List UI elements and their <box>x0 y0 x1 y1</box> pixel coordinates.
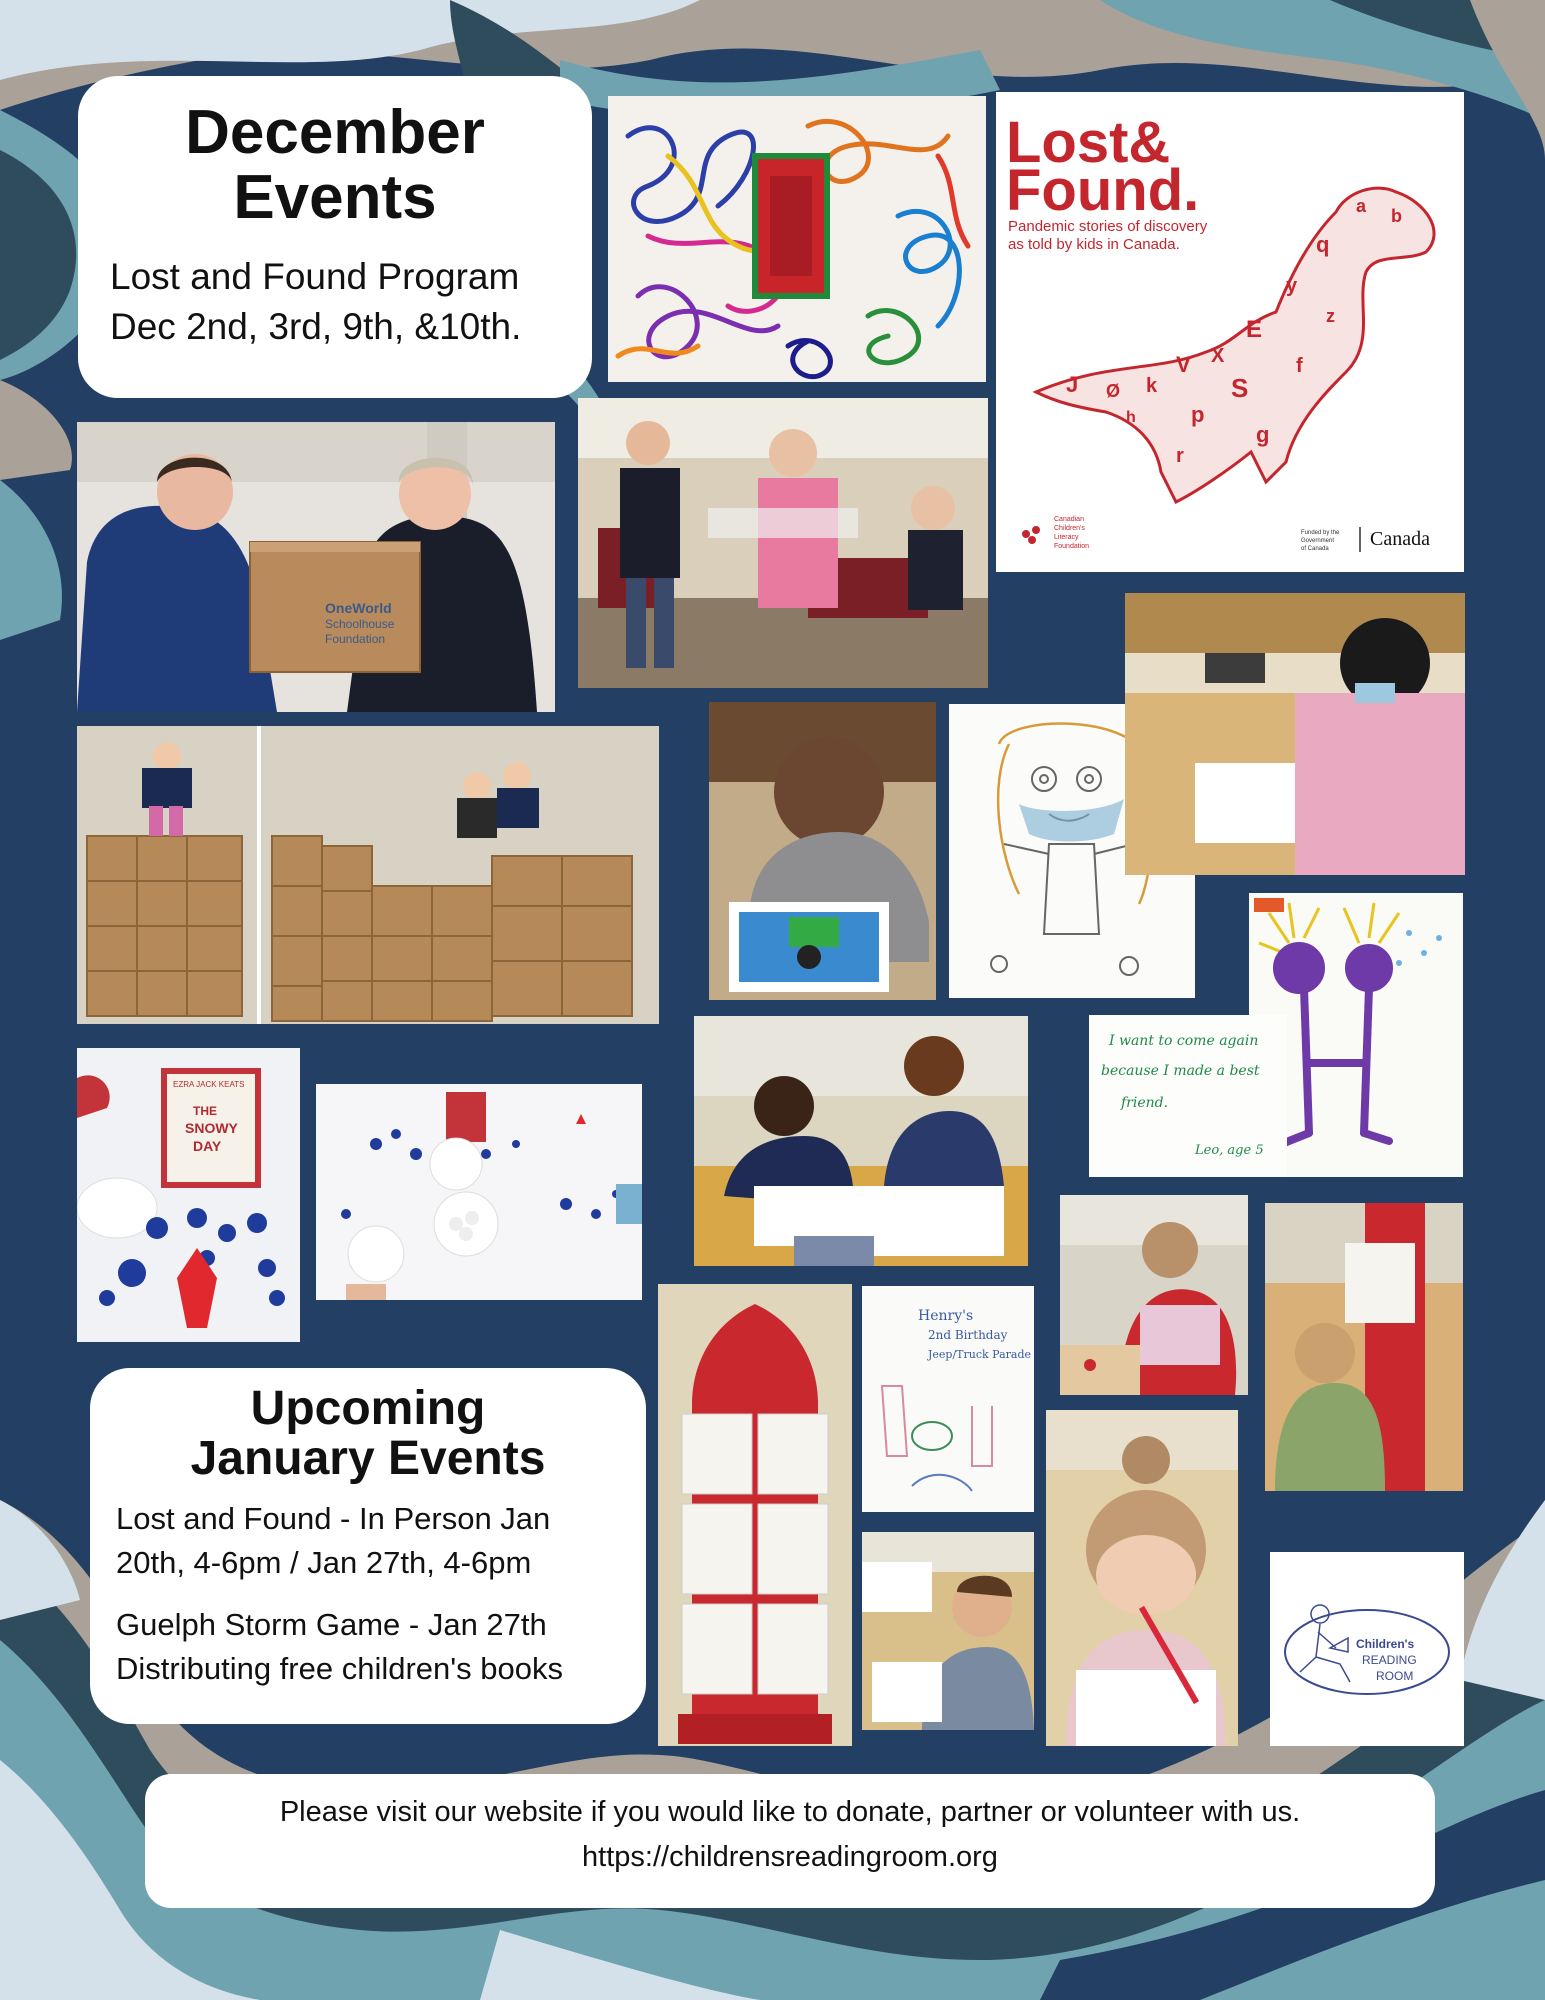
red-rocket-tower-photo <box>658 1284 852 1746</box>
kids-activity-room-photo <box>578 398 988 688</box>
girl-with-bun-scene <box>1046 1410 1238 1746</box>
upcoming-events-card <box>90 1368 646 1724</box>
book-author: EZRA JACK KEATS <box>173 1080 245 1089</box>
funded-line3: of Canada <box>1301 546 1329 552</box>
note-signature: Leo, age 5 <box>1195 1143 1264 1158</box>
foundation-line3: Literacy <box>1054 534 1079 541</box>
henry-birthday-drawing <box>862 1286 1034 1512</box>
snowy-day-craft-scene <box>77 1048 300 1342</box>
upcoming-event2-line2: Distributing free children's books <box>116 1650 564 1686</box>
cover-title-line2: Found. <box>1006 158 1200 223</box>
foundation-line1: Canadian <box>1054 516 1084 523</box>
svg-text:g: g <box>1256 422 1270 447</box>
letter-dinosaur <box>996 92 1464 572</box>
footer-card <box>145 1774 1435 1908</box>
svg-text:J: J <box>1066 372 1079 397</box>
girl-with-cape-photo <box>1060 1195 1248 1395</box>
svg-text:p: p <box>1191 402 1205 427</box>
funded-line2: Government <box>1301 538 1335 544</box>
henry-line3: Jeep/Truck Parade <box>928 1348 1032 1361</box>
cover-subtitle-line2: as told by kids in Canada. <box>1008 236 1180 253</box>
scribble-drawing <box>608 96 986 382</box>
december-program: Lost and Found Program <box>110 256 520 298</box>
henry-sketch <box>862 1286 1034 1512</box>
boy-smiling-photo <box>862 1532 1034 1730</box>
note-line2: because I made a best <box>1101 1063 1260 1079</box>
svg-text:y: y <box>1286 275 1298 297</box>
boy-smiling-scene <box>862 1532 1034 1730</box>
lost-and-found-cover <box>996 92 1464 572</box>
svg-text:f: f <box>1296 355 1303 377</box>
childrens-reading-room-logo <box>1270 1552 1464 1746</box>
svg-text:r: r <box>1176 445 1184 467</box>
svg-text:S: S <box>1231 373 1249 403</box>
kids-on-boxes-scene <box>77 726 659 1024</box>
canada-wordmark: Canada <box>1370 528 1430 550</box>
book-title-line1: THE <box>193 1104 217 1118</box>
snowy-day-craft-photo <box>77 1048 300 1342</box>
december-title-line2: Events <box>233 163 437 233</box>
svg-text:a: a <box>1356 196 1367 216</box>
girl-with-cape-scene <box>1060 1195 1248 1395</box>
girl-at-table-scene <box>1125 593 1465 875</box>
upcoming-title-line1: Upcoming <box>250 1382 486 1435</box>
svg-text:h: h <box>1126 409 1136 426</box>
box-label-line2: Schoolhouse <box>325 617 395 631</box>
svg-text:Ø: Ø <box>1106 381 1121 401</box>
svg-text:q: q <box>1316 232 1330 257</box>
svg-text:E: E <box>1246 316 1263 343</box>
upcoming-title-line2: January Events <box>190 1432 546 1486</box>
henry-line2: 2nd Birthday <box>928 1328 1008 1342</box>
december-title-line1: December <box>185 98 485 167</box>
upcoming-event1-line2: 20th, 4-6pm / Jan 27th, 4-6pm <box>116 1544 532 1580</box>
svg-text:X: X <box>1211 345 1225 367</box>
book-title-line3: DAY <box>193 1138 222 1154</box>
craft-table-scene <box>316 1084 642 1300</box>
upcoming-event2-line1: Guelph Storm Game - Jan 27th <box>116 1606 547 1642</box>
women-with-box-scene <box>77 422 555 712</box>
footer-url[interactable]: https://childrensreadingroom.org <box>582 1841 998 1873</box>
note-card <box>1089 1015 1287 1177</box>
kids-on-boxes-photo <box>77 726 659 1024</box>
logo-line1: Children's <box>1356 1637 1415 1651</box>
footer-text: Please visit our website if you would like to donate, partner or volunteer with us. <box>279 1796 1301 1828</box>
foundation-line2: Children's <box>1054 525 1085 532</box>
foundation-line4: Foundation <box>1054 543 1090 550</box>
girl-at-table-photo <box>1125 593 1465 875</box>
svg-text:z: z <box>1326 306 1335 326</box>
book-title-line2: SNOWY <box>185 1120 238 1136</box>
craft-table-photo <box>316 1084 642 1300</box>
red-rocket-tower-scene <box>658 1284 852 1746</box>
henry-line1: Henry's <box>918 1308 974 1324</box>
box-label-line3: Foundation <box>325 632 386 646</box>
girl-at-tower-photo <box>1265 1203 1463 1491</box>
kids-activity-room-scene <box>578 398 988 688</box>
logo-line3: ROOM <box>1376 1669 1414 1683</box>
scribble-drawing-photo <box>608 96 986 382</box>
logo-line2: READING <box>1362 1653 1417 1667</box>
girl-at-tower-scene <box>1265 1203 1463 1491</box>
note-line3: friend. <box>1121 1095 1169 1111</box>
svg-text:k: k <box>1146 375 1158 397</box>
svg-text:b: b <box>1391 206 1402 226</box>
svg-text:V: V <box>1176 352 1191 377</box>
note-line1: I want to come again <box>1109 1033 1259 1049</box>
boy-drawing-scene <box>709 702 936 1000</box>
cover-title-line1: Lost& <box>1006 110 1171 175</box>
december-events-card <box>78 76 592 398</box>
box-label-line1: OneWorld <box>325 600 392 616</box>
two-boys-drawing-scene <box>694 1016 1028 1266</box>
girl-with-bun-photo <box>1046 1410 1238 1746</box>
two-boys-drawing-photo <box>694 1016 1028 1266</box>
upcoming-event1-line1: Lost and Found - In Person Jan <box>116 1500 551 1536</box>
funded-line1: Funded by the <box>1301 530 1340 536</box>
december-dates: Dec 2nd, 3rd, 9th, &10th. <box>110 306 522 348</box>
women-with-box-photo <box>77 422 555 712</box>
cover-subtitle-line1: Pandemic stories of discovery <box>1008 218 1208 235</box>
boy-drawing-photo <box>709 702 936 1000</box>
